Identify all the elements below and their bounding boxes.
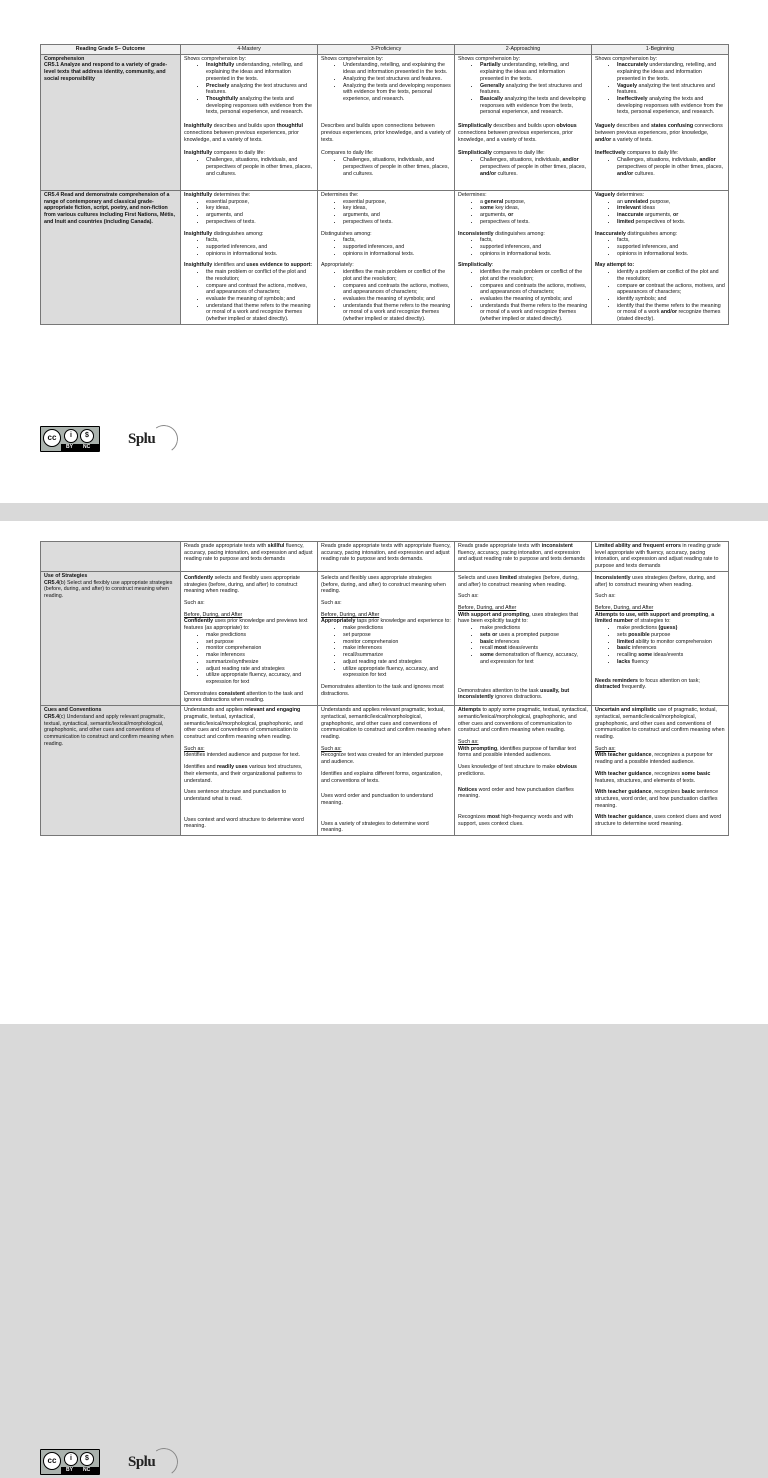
table-row — [41, 571, 729, 705]
cr51-mastery-comprehension: Shows comprehension by: • Insightfully understanding, retelling, and explaining the ideas and information presented in the texts. • Precisely analyzing the text structures and features. • Thoughtfully analyzing the texts and developing responses with evidence from the texts, personal experience, and research. — [181, 54, 318, 117]
cues-mastery: Understands and applies relevant and engaging pragmatic, textual, syntactical, semantic/lexical/morphological, graphophonic, and other cues and conventions of communication to construct and confirm meaning when reading. Such as: Identifies intended audience and purpose for text. Identifies and readily uses various text structures, their elements, and their organizational patterns to understand. Uses sentence structure and punctuation to understand what is read. Uses context and word structure to determine word meaning. — [181, 706, 318, 836]
footer-logos — [40, 426, 180, 452]
fluency-outcome-blank — [41, 542, 181, 572]
cr51-proficiency-comprehension: Shows comprehension by: • Understanding, retelling, and explaining the ideas and information presented in the texts. • Analyzing the text structures and features. • Analyzing the texts and developing responses with evidence from the texts, personal experience, and research. — [318, 54, 455, 117]
cr51-beginning-connections: Vaguely describes and states confusing connections between previous experiences, prior knowledge, and/or a variety of texts. — [592, 117, 729, 144]
rubric-table-2 — [40, 541, 729, 836]
cr51-approaching-connections: Simplistically describes and builds upon obvious connections between previous experiences, prior knowledge, and a variety of texts. — [455, 117, 592, 144]
header-approaching: 2-Approaching — [455, 45, 592, 55]
outcome-cues: Cues and Conventions CR5.4(c) Understand and apply relevant pragmatic, textual, syntactical, semantic/lexical/morphological, graphophonic, and other cues and conventions of communication to construct and confirm meaning when reading. — [41, 706, 181, 836]
table-row — [41, 706, 729, 836]
rubric-table-1 — [40, 44, 729, 325]
fluency-beginning: Limited ability and frequent errors in reading grade level appropriate with fluency, accuracy, pacing intonation, and expression and adjust reading rate to purpose and texts demands — [592, 542, 729, 572]
fluency-mastery: Reads grade appropriate texts with skillful fluency, accuracy, pacing intonation, and expression and adjust reading rate to purpose and texts demands — [181, 542, 318, 572]
table-header-row — [41, 45, 729, 55]
table-row — [41, 542, 729, 572]
cr54-mastery: Insightfully determines the: • essential purpose, • key ideas, • arguments, and • perspectives of texts. Insightfully distinguishes among: • facts, • supported inferences, and • opinions in informational texts. Insightfully identifies and uses evidence to support: • the main problem or conflict of the plot and the resolution; • compare and contrast the actions, motives, and appearances of characters; • evaluate the meaning of symbols; and • understand that theme refers to the meaning or moral of a work and recognize themes (whether implied or stated directly). — [181, 190, 318, 324]
strategies-proficiency: Selects and flexibly uses appropriate strategies (before, during, and after) to construct meaning when reading. Such as: Before, During, and After Appropriately taps prior knowledge and experience to: • make predictions • set purpose • monitor comprehension • make inferences • recall/summarize • adjust reading rate and strategies • utilize appropriate fluency, accuracy, and expression for text Demonstrates attention to the task and ignores most distractions. — [318, 571, 455, 705]
cr51-beginning-comprehension: Shows comprehension by: • Inaccurately understanding, retelling, and explaining the ideas and information presented in the texts. • Vaguely analyzing the text structures and features. • Ineffectively analyzing the texts and developing responses with evidence from the texts, personal experience, and research. — [592, 54, 729, 117]
outcome-strategies: Use of Strategies CR5.4(b) Select and flexibly use appropriate strategies (before, during, and after) to construct meaning when reading. — [41, 571, 181, 705]
rubric-page-2 — [0, 521, 768, 1473]
splu-logo: Splu — [128, 1449, 178, 1475]
cr51-mastery-compare: Insightfully compares to daily life: • Challenges, situations, individuals, and perspectives of people in other times, places, and cultures. — [181, 144, 318, 190]
cc-license-badge: cc i $ BY NC — [40, 426, 100, 452]
splu-logo: Splu — [128, 426, 178, 452]
rubric-page-1 — [0, 0, 768, 503]
attribution-icon: i — [64, 1452, 78, 1466]
footer-logos-2 — [40, 1449, 180, 1475]
strategies-approaching: Selects and uses limited strategies (before, during, and after) to construct meaning when reading. Such as: Before, During, and After With support and prompting, uses strategies that have been explicitly taught to: • make predictions • sets or uses a prompted purpose • basic inferences • recall most ideas/events • some demonstration of fluency, accuracy, and expression for text Demonstrates attention to the task usually, but inconsistently ignores distractions. — [455, 571, 592, 705]
noncommercial-icon: $ — [80, 1452, 94, 1466]
table-row — [41, 190, 729, 324]
strategies-mastery: Confidently selects and flexibly uses appropriate strategies (before, during, and after) to construct meaning when reading. Such as: Before, During, and After Confidently uses prior knowledge and previews text features (as appropriate) to: • make predictions • set purpose • monitor comprehension • make inferences • summarize/synthesize • adjust reading rate and strategies • utilize appropriate fluency, accuracy, and expression for text Demonstrates consistent attention to the task and ignores distractions when reading. — [181, 571, 318, 705]
table-row — [41, 54, 729, 117]
outcome-cr54: CR5.4 Read and demonstrate comprehension of a range of contemporary and classical grade-appropriate fiction, script, poetry, and non-fiction from various cultures including First Nations, Métis, and Inuit and countries (including Canada). — [41, 190, 181, 324]
header-mastery: 4-Mastery — [181, 45, 318, 55]
attribution-icon: i — [64, 429, 78, 443]
cr51-approaching-compare: Simplistically compares to daily life: • Challenges, situations, individuals, and/or perspectives of people in other times, places, and/or cultures. — [455, 144, 592, 190]
cues-beginning: Uncertain and simplistic use of pragmatic, textual, syntactical, semantic/lexical/morphological, graphophonic, and other cues and conventions of communication to construct and confirm meaning when reading. Such as: With teacher guidance, recognizes a purpose for reading and a possible intended audience. With teacher guidance, recognizes some basic features, structures, and elements of texts. With teacher guidance, recognizes basic sentence structures, word order, and how punctuation clarifies meaning. With teacher guidance, uses context clues and word structure to determine word meaning. — [592, 706, 729, 836]
strategies-beginning: Inconsistently uses strategies (before, during, and after) to construct meaning when reading. Such as: Before, During, and After Attempts to use, with support and prompting, a limited number of strategies to: • make predictions (guess) • sets possible purpose • limited ability to monitor comprehension • basic inferences • recalling some ideas/events • lacks fluency Needs reminders to focus attention on task; distracted frequently. — [592, 571, 729, 705]
cues-proficiency: Understands and applies relevant pragmatic, textual, syntactical, semantic/lexical/morphological, graphophonic, and other cues and conventions of communication to construct and confirm meaning when reading. Such as: Recognize text was created for an intended purpose and audience. Identifies and explains different forms, organization, and conventions of texts. Uses word order and punctuation to understand meaning. Uses a variety of strategies to determine word meaning. — [318, 706, 455, 836]
header-beginning: 1-Beginning — [592, 45, 729, 55]
cr54-proficiency: Determines the: • essential purpose, • key ideas, • arguments, and • perspectives of texts. Distinguishes among: • facts, • supported inferences, and • opinions in informational texts. Appropriately: • identifies the main problem or conflict of the plot and the resolution; • compares and contrasts the actions, motives, and appearances of characters; • evaluates the meaning of symbols; and • understands that theme refers to the meaning or moral of a work and recognize themes (whether implied or stated directly). — [318, 190, 455, 324]
noncommercial-icon: $ — [80, 429, 94, 443]
cr51-beginning-compare: Ineffectively compares to daily life: • Challenges, situations, individuals, and/or perspectives of people in other times, places, and/or cultures. — [592, 144, 729, 190]
cr51-approaching-comprehension: Shows comprehension by: • Partially understanding, retelling, and explaining the ideas and information presented in the texts. • Generally analyzing the text structures and features. • Basically analyzing the texts and developing responses with evidence from the texts, personal experience, and research. — [455, 54, 592, 117]
cues-approaching: Attempts to apply some pragmatic, textual, syntactical, semantic/lexical/morphological, graphophonic, and other cues and conventions of communication to construct and confirm meaning when reading. Such as: With prompting, identifies purpose of familiar text forms and possible intended audiences. Uses knowledge of text structure to make obvious predictions. Notices word order and how punctuation clarifies meaning. Recognizes most high-frequency words and with support, uses context clues. — [455, 706, 592, 836]
cc-icon: cc — [43, 1452, 61, 1470]
cr54-beginning: Vaguely determines: • an unrelated purpose, • irrelevant ideas • inaccurate arguments, or • limited perspectives of texts. Inaccurately distinguishes among: • facts, • supported inferences, and • opinions in informational texts. May attempt to: • identify a problem or conflict of the plot and the resolution; • compare or contrast the actions, motives, and appearances of characters; • identify symbols; and • identify that the theme refers to the meaning or moral of a work and/or recognize themes (stated directly). — [592, 190, 729, 324]
header-outcome: Reading Grade 5– Outcome — [41, 45, 181, 55]
cr51-proficiency-compare: Compares to daily life: • Challenges, situations, individuals, and perspectives of people in other times, places, and cultures. — [318, 144, 455, 190]
cr51-mastery-connections: Insightfully describes and builds upon thoughtful connections between previous experiences, prior knowledge, and a variety of texts. — [181, 117, 318, 144]
cr54-approaching: Determines: • a general purpose, • some key ideas, • arguments, or • perspectives of texts. Inconsistently distinguishes among: • facts, • supported inferences, and • opinions in informational texts. Simplistically: • identifies the main problem or conflict of the plot and the resolution; • compares and contrasts the actions, motives, and appearances of characters; • evaluates the meaning of symbols; and • understands that theme refers to the meaning or moral of a work and recognize themes (whether implied or stated directly). — [455, 190, 592, 324]
fluency-proficiency: Reads grade appropriate texts with appropriate fluency, accuracy, pacing intonation, and expression and adjust reading rate to purpose and texts demands. — [318, 542, 455, 572]
cc-license-badge: cc i $ BY NC — [40, 1449, 100, 1475]
cr51-proficiency-connections: Describes and builds upon connections between previous experiences, prior knowledge, and a variety of texts. — [318, 117, 455, 144]
header-proficiency: 3-Proficiency — [318, 45, 455, 55]
outcome-cr51: Comprehension CR5.1 Analyze and respond to a variety of grade-level texts that address identity, community, and social responsibility — [41, 54, 181, 190]
fluency-approaching: Reads grade appropriate texts with inconsistent fluency, accuracy, pacing intonation, and expression and adjust reading rate to purpose and texts demands — [455, 542, 592, 572]
cc-icon: cc — [43, 429, 61, 447]
